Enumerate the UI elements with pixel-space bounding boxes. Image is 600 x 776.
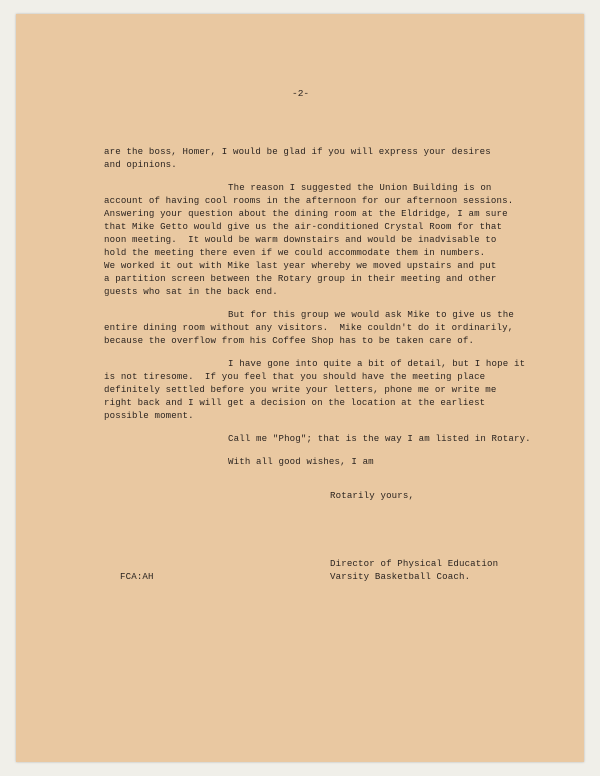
body-line: We worked it out with Mike last year whereby we moved upstairs and put (104, 260, 497, 271)
body-line: I have gone into quite a bit of detail, but I hope it (228, 358, 526, 369)
body-line: Answering your question about the dining room at the Eldridge, I am sure (104, 208, 508, 219)
body-line: Call me "Phog"; that is the way I am listed in Rotary. (228, 433, 531, 444)
reference-initials: FCA:AH (120, 571, 154, 582)
body-line: that Mike Getto would give us the air-conditioned Crystal Room for that (104, 221, 503, 232)
page-number: -2- (292, 88, 310, 99)
body-line: hold the meeting there even if we could accommodate them in numbers. (104, 247, 486, 258)
body-line: With all good wishes, I am (228, 456, 374, 467)
complimentary-close: Rotarily yours, (330, 490, 415, 501)
body-line: because the overflow from his Coffee Shop has to be taken care of. (104, 335, 475, 346)
body-line: noon meeting. It would be warm downstairs and would be inadvisable to (104, 234, 497, 245)
body-line: are the boss, Homer, I would be glad if you will express your desires (104, 146, 491, 157)
body-line: a partition screen between the Rotary group in their meeting and other (104, 273, 497, 284)
body-line: guests who sat in the back end. (104, 286, 278, 297)
body-line: is not tiresome. If you feel that you should have the meeting place (104, 371, 486, 382)
body-line: But for this group we would ask Mike to give us the (228, 309, 514, 320)
body-line: entire dining room without any visitors. Mike couldn't do it ordinarily, (104, 322, 514, 333)
signer-title: Varsity Basketball Coach. (330, 571, 471, 582)
body-line: possible moment. (104, 410, 194, 421)
signer-title: Director of Physical Education (330, 558, 499, 569)
letter-page (16, 14, 584, 762)
body-line: definitely settled before you write your letters, phone me or write me (104, 384, 497, 395)
body-line: and opinions. (104, 159, 177, 170)
body-line: account of having cool rooms in the afternoon for our afternoon sessions. (104, 195, 514, 206)
body-line: right back and I will get a decision on the location at the earliest (104, 397, 486, 408)
body-line: The reason I suggested the Union Building is on (228, 182, 492, 193)
